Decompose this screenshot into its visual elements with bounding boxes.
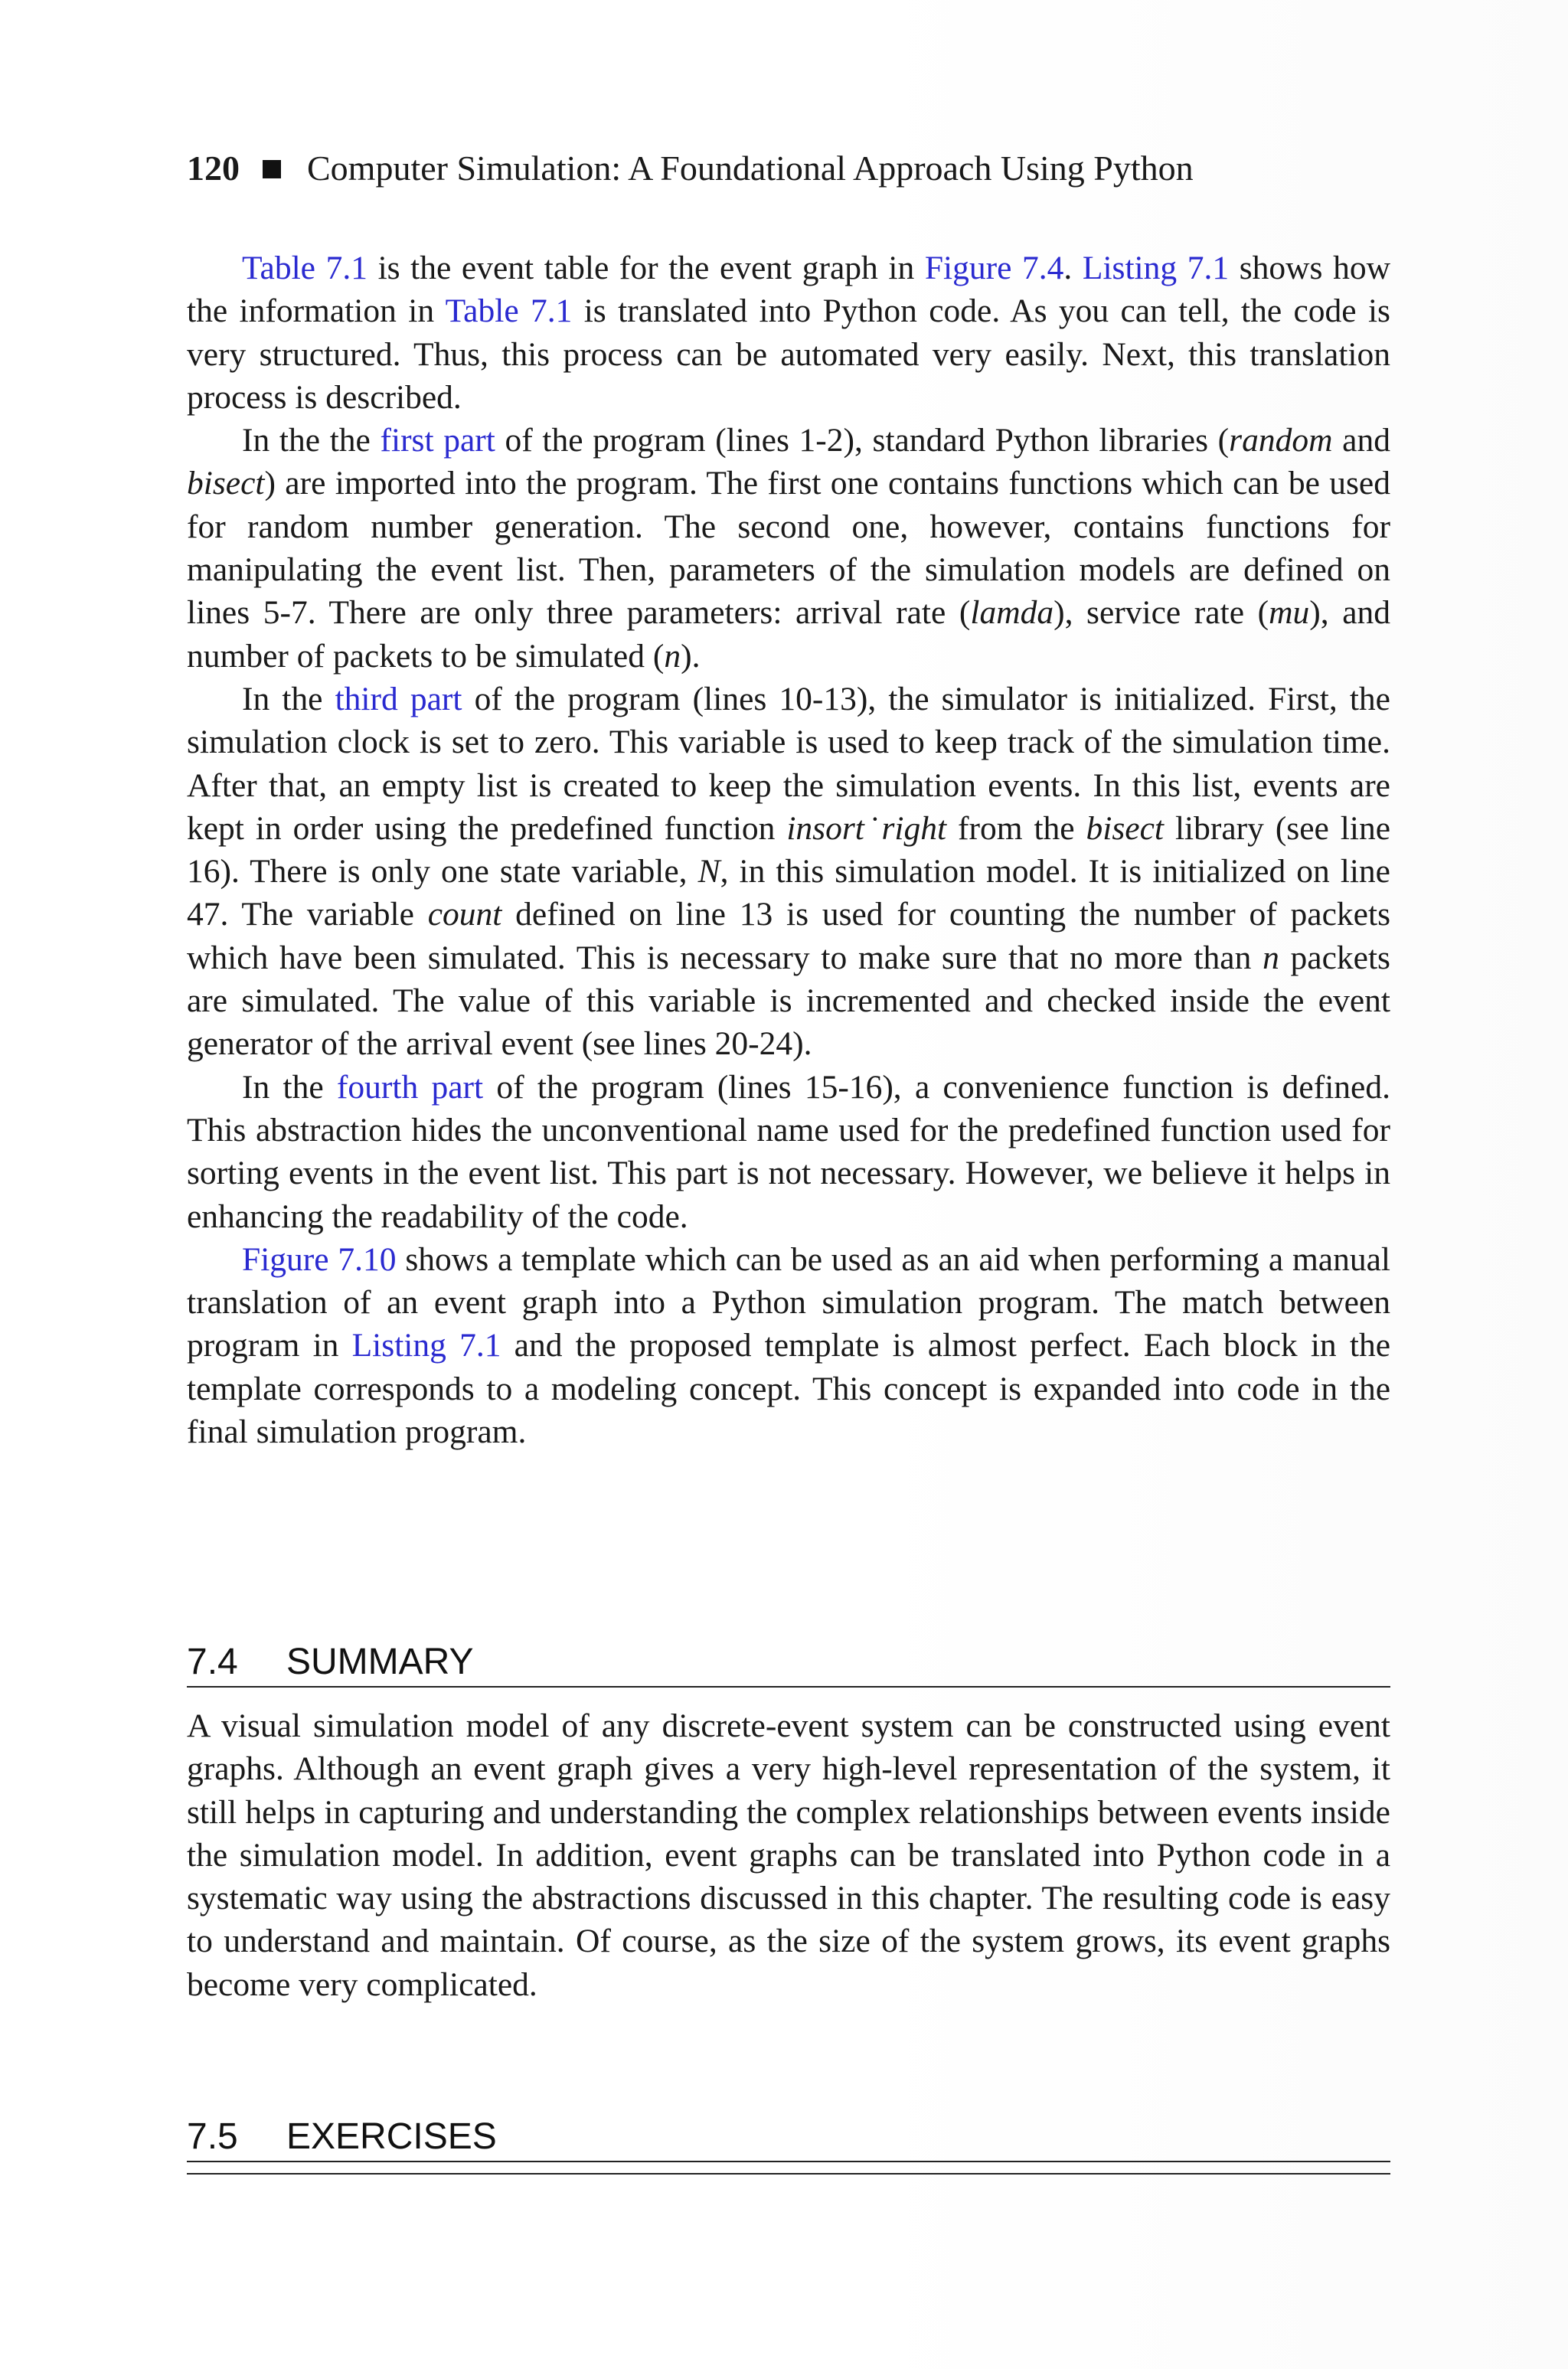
paragraph — [187, 1066, 1390, 1238]
text-run: ) are imported into the program. The first one contains functions which can be used for random number generation. The second one, however, contains functions for manipulating the event list. Then, parameters of the simulation models are defined on lines 5-7. There are only three parameters: arrival rate ( — [187, 465, 1390, 632]
text-run: shows a template which can be used as an aid when performing a manual translation of an event graph into a Python simulation program. The match between program in — [187, 1240, 1391, 1364]
page-number: 120 — [187, 149, 240, 188]
text-run: is the event table for the event graph in — [367, 250, 925, 286]
code-term: N — [697, 853, 720, 890]
paragraph — [187, 1238, 1390, 1453]
text-run: of the program (lines 15-16), a convenience function is defined. This abstraction hides the unconventional name used for the predefined function used for sorting events in the event list. This part is not necessary. However, we believe it helps in enhancing the readability of the code. — [187, 1068, 1390, 1235]
section-heading-summary — [187, 1639, 1390, 1688]
section-number: 7.4 — [187, 1642, 238, 1682]
text-run: In the — [242, 1068, 337, 1106]
section-heading-exercises — [187, 2113, 1390, 2162]
third-part-link[interactable]: third part — [335, 680, 462, 717]
code-term: n — [664, 637, 681, 675]
text-run: ). — [681, 637, 701, 675]
table-ref-link[interactable]: Table 7.1 — [445, 292, 573, 330]
code-term: mu — [1269, 594, 1310, 632]
text-run: from the — [946, 809, 1086, 847]
paragraph — [187, 419, 1390, 678]
section-number: 7.5 — [187, 2116, 238, 2157]
listing-ref-link[interactable]: Listing 7.1 — [1082, 250, 1230, 286]
text-run: and — [1332, 422, 1390, 459]
section-title: EXERCISES — [286, 2116, 497, 2157]
summary-text — [187, 1704, 1390, 2006]
text-run: In the the — [242, 422, 381, 459]
text-run: is translated into Python code. As you can tell, the code is very structured. Thus, this process can be automated very easily. Next, this translation process is described. — [187, 292, 1390, 416]
text-run: . — [1063, 250, 1083, 286]
text-run: , in this simulation model. It is initialized on line 47. The variable — [187, 853, 1390, 933]
text-run: shows how the information in — [187, 250, 1390, 330]
figure-ref-link[interactable]: Figure 7.4 — [924, 250, 1064, 286]
main-text — [187, 247, 1390, 1453]
code-term: n — [1263, 939, 1279, 976]
text-run: of the program (lines 1-2), standard Python libraries ( — [495, 422, 1230, 459]
text-run: defined on line 13 is used for counting the number of packets which have been simulated. This is necessary to make sure that no more than — [187, 896, 1390, 976]
text-run: of the program (lines 10-13), the simulator is initialized. First, the simulation clock is set to zero. This variable is used to keep track of the simulation time. After that, an empty list is created to keep the simulation events. In this list, events are kept in order using the predefined function — [187, 680, 1390, 847]
text-run: In the — [242, 680, 335, 717]
figure-ref-link[interactable]: Figure 7.10 — [242, 1240, 397, 1278]
section-rule — [187, 2173, 1390, 2175]
code-term: bisect — [1086, 809, 1165, 847]
code-term: bisect — [187, 465, 265, 502]
running-header — [187, 145, 1396, 191]
section-title: SUMMARY — [286, 1642, 474, 1682]
code-term: count — [427, 896, 502, 933]
book-title: Computer Simulation: A Foundational Approach Using Python — [307, 149, 1194, 188]
text-run: library (see line 16). There is only one state variable, — [187, 809, 1390, 890]
text-run: ), service rate ( — [1054, 594, 1269, 632]
code-term: insort˙right — [786, 809, 947, 847]
code-term: lamda — [970, 594, 1054, 632]
summary-paragraph: A visual simulation model of any discrete-event system can be constructed using event graphs. Although an event graph gives a very high-level representation of the system, it still helps in capturing and understanding the complex relationships between events inside the simulation model. In addition, event graphs can be translated into Python code in a systematic way using the abstractions discussed in this chapter. The resulting code is easy to understand and maintain. Of course, as the size of the system grows, its event graphs become very complicated. — [187, 1707, 1390, 2003]
text-run: and the proposed template is almost perfect. Each block in the template corresponds to a modeling concept. This concept is expanded into code in the final simulation program. — [187, 1327, 1391, 1451]
text-run: packets are simulated. The value of this variable is incremented and checked inside the event generator of the arrival event (see lines 20-24). — [187, 939, 1390, 1063]
code-term: random — [1229, 422, 1333, 459]
first-part-link[interactable]: first part — [380, 422, 495, 459]
table-ref-link[interactable]: Table 7.1 — [242, 250, 368, 286]
listing-ref-link[interactable]: Listing 7.1 — [351, 1327, 501, 1364]
fourth-part-link[interactable]: fourth part — [336, 1068, 484, 1106]
paragraph — [187, 247, 1390, 419]
paragraph — [187, 678, 1390, 1066]
square-bullet-icon — [263, 160, 281, 178]
text-run: ), and number of packets to be simulated ( — [187, 594, 1391, 675]
